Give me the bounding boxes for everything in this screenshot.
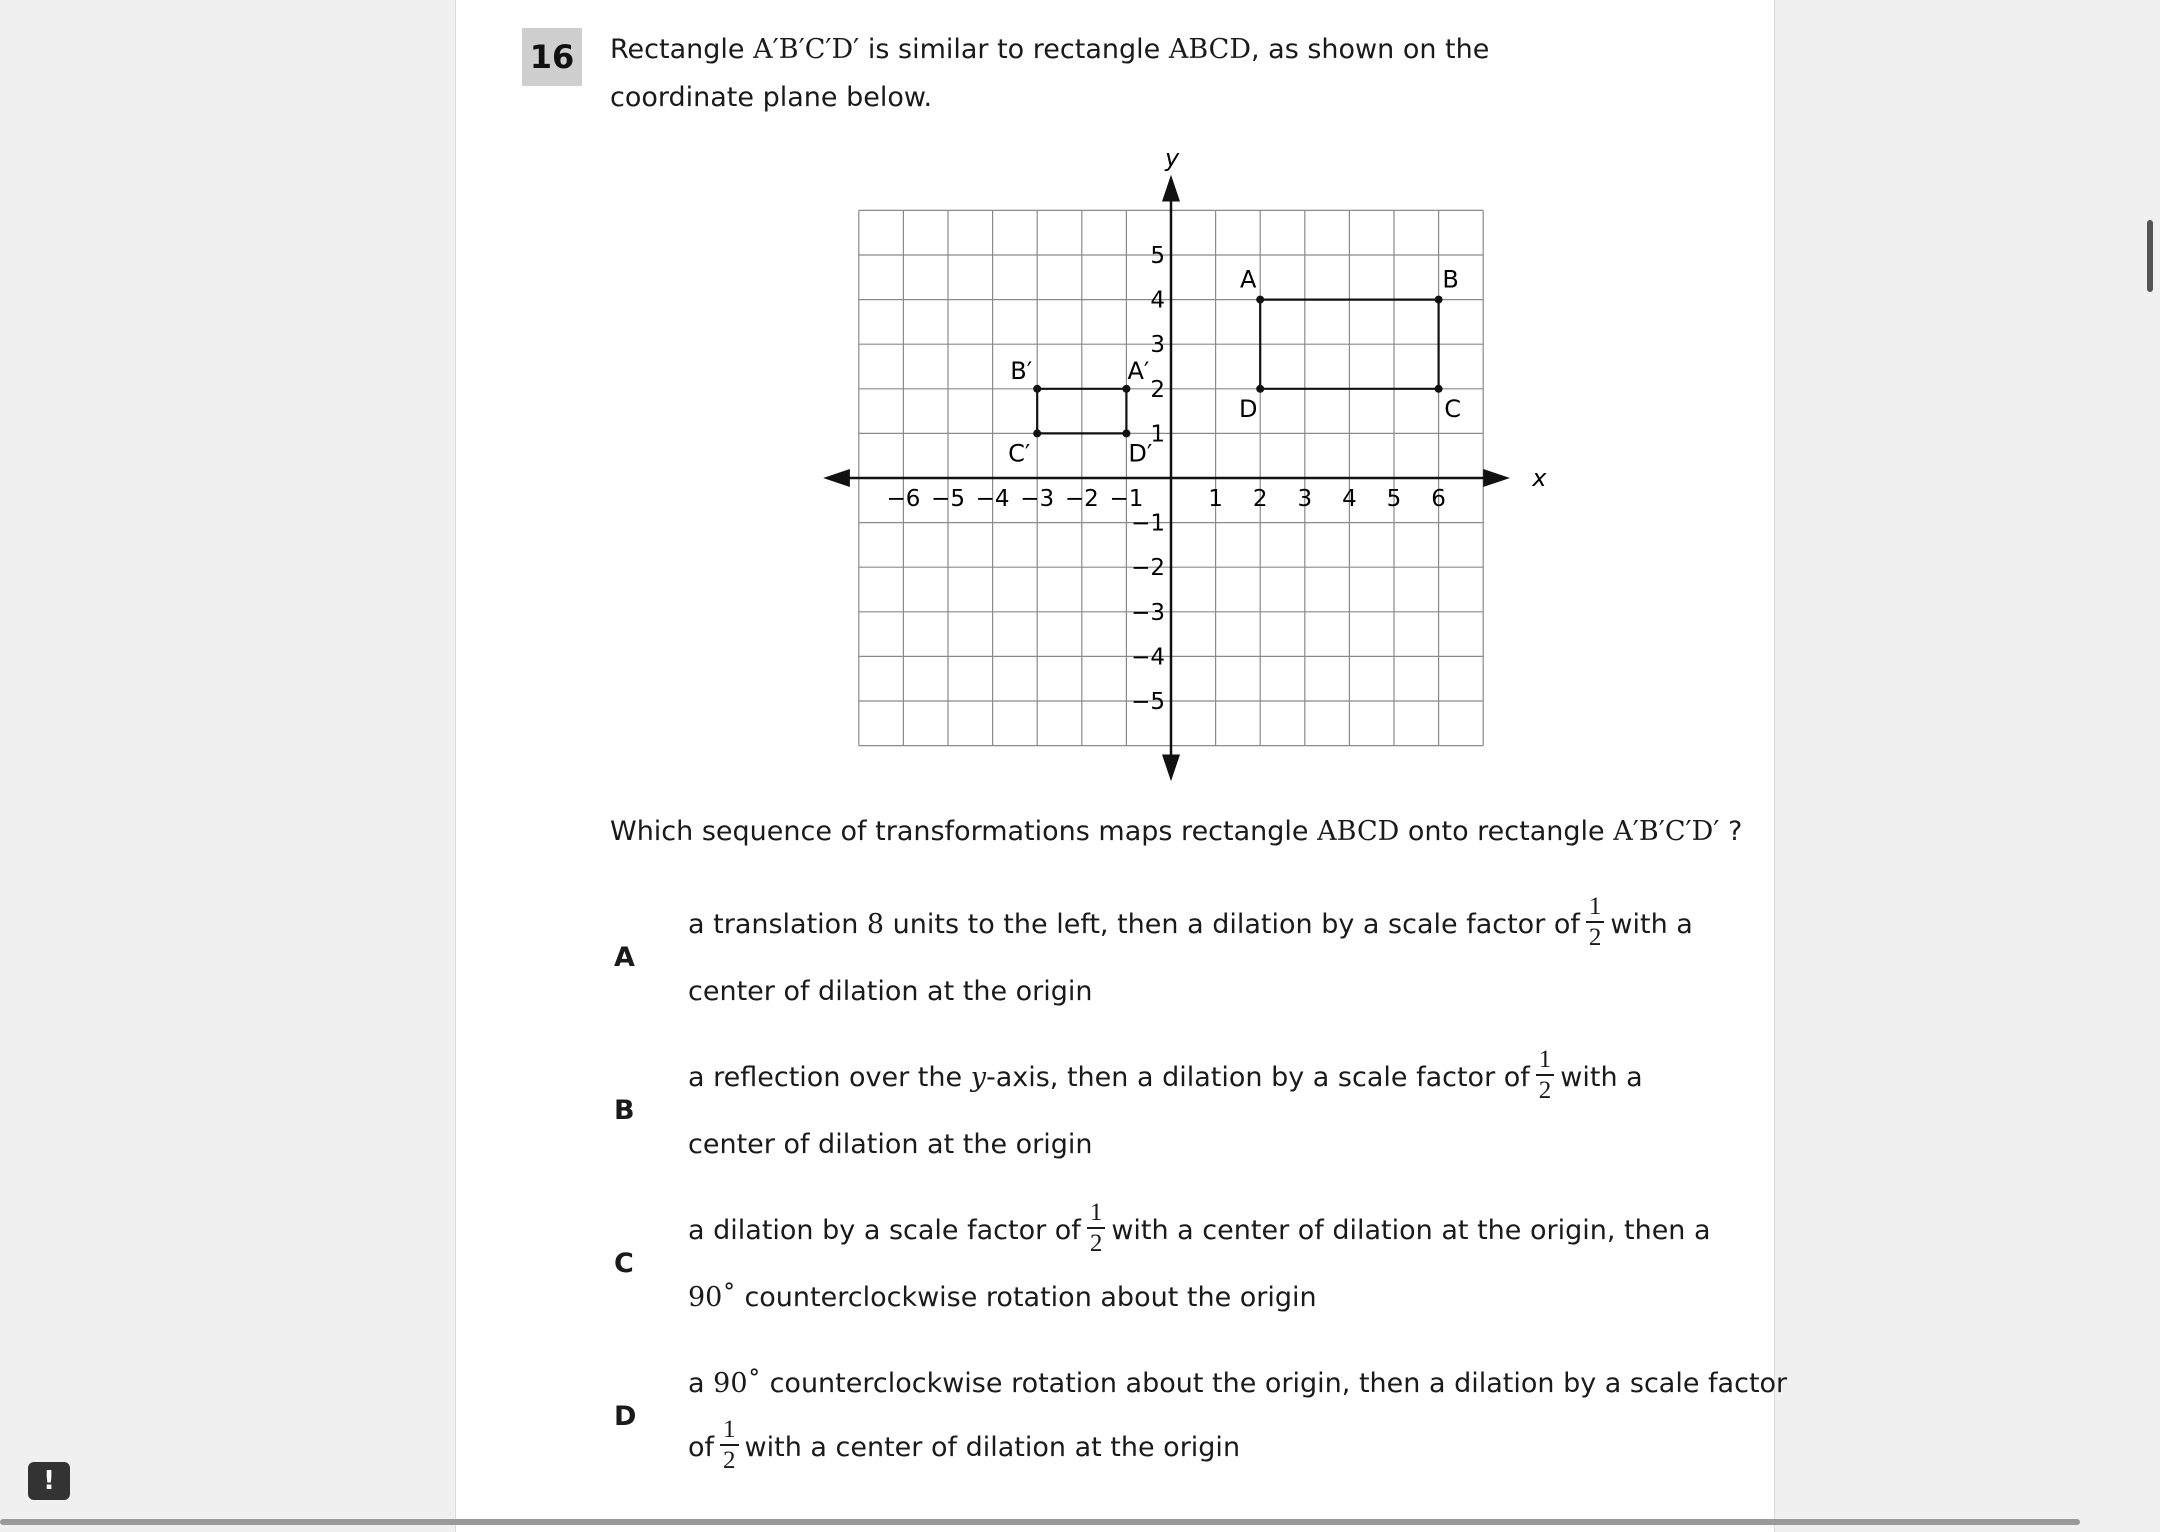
option-b-letter[interactable]: B bbox=[614, 1095, 635, 1126]
point-label: B bbox=[1442, 265, 1459, 294]
option-c-degrees: 90˚ bbox=[688, 1282, 736, 1313]
frac-den: 2 bbox=[723, 1446, 736, 1474]
option-d-line2[interactable] bbox=[688, 1415, 1241, 1478]
prompt-text-1: Which sequence of transformations maps rectangle bbox=[610, 816, 1318, 847]
frac-num: 1 bbox=[1087, 1200, 1106, 1229]
prompt-text-2: onto rectangle bbox=[1399, 816, 1614, 847]
option-b-text: a reflection over the bbox=[688, 1062, 971, 1093]
x-axis-arrow-right bbox=[1483, 469, 1510, 487]
point-c-prime bbox=[1033, 429, 1041, 437]
option-a-fraction bbox=[1586, 894, 1605, 950]
frac-num: 1 bbox=[1536, 1047, 1555, 1076]
point-d-prime bbox=[1122, 429, 1130, 437]
option-a-number: 8 bbox=[866, 909, 885, 940]
frac-num: 1 bbox=[1586, 894, 1605, 923]
frac-den: 2 bbox=[1588, 923, 1602, 951]
y-tick-label: 4 bbox=[1150, 287, 1165, 314]
option-d-text-post: counterclockwise rotation about the origin, then a dilation by a scale factor bbox=[761, 1368, 1788, 1399]
option-a-text-post: with a bbox=[1610, 909, 1693, 940]
question-stem-line2: coordinate plane below. bbox=[610, 82, 933, 113]
point-label: C bbox=[1444, 394, 1461, 423]
point-d bbox=[1256, 385, 1264, 393]
y-tick-label: −5 bbox=[1131, 689, 1165, 715]
test-page bbox=[455, 0, 1788, 1532]
y-tick-label: −1 bbox=[1131, 510, 1165, 537]
option-d-fraction bbox=[720, 1417, 739, 1473]
option-c-line2[interactable] bbox=[688, 1284, 1317, 1311]
y-tick-label: −2 bbox=[1131, 555, 1165, 582]
x-tick-label: 4 bbox=[1342, 486, 1357, 512]
option-c-text-post: with a center of dilation at the origin, then a bbox=[1111, 1215, 1711, 1246]
point-label: A′ bbox=[1127, 356, 1150, 385]
option-a-line1[interactable] bbox=[688, 892, 1693, 955]
x-tick-label: 5 bbox=[1386, 486, 1402, 512]
option-b-variable: y bbox=[970, 1062, 986, 1093]
option-d-line1[interactable] bbox=[688, 1370, 1787, 1397]
x-tick-label: 6 bbox=[1431, 486, 1446, 512]
y-tick-label: 3 bbox=[1150, 332, 1165, 359]
frac-den: 2 bbox=[1538, 1076, 1552, 1104]
x-axis-arrow-left bbox=[823, 469, 850, 487]
option-b-fraction bbox=[1536, 1047, 1555, 1103]
y-tick-label: −4 bbox=[1131, 644, 1165, 671]
point-a-prime bbox=[1122, 385, 1130, 393]
stem-name: ABCD bbox=[1168, 34, 1251, 65]
rectangles bbox=[1037, 300, 1438, 434]
x-tick-label: −3 bbox=[1020, 486, 1055, 512]
x-tick-label: −6 bbox=[886, 486, 921, 512]
horizontal-scrollbar[interactable] bbox=[0, 1519, 2080, 1525]
option-c-letter[interactable]: C bbox=[614, 1248, 634, 1279]
question-number: 16 bbox=[522, 28, 582, 86]
x-tick-label: −4 bbox=[975, 486, 1010, 512]
question-prompt bbox=[610, 818, 1742, 845]
point-label: C′ bbox=[1008, 439, 1031, 468]
x-tick-label: 2 bbox=[1252, 486, 1268, 512]
option-c-fraction bbox=[1087, 1200, 1106, 1256]
y-axis-arrow-down bbox=[1162, 755, 1180, 782]
y-tick-label: 5 bbox=[1150, 243, 1165, 269]
point-label: D′ bbox=[1128, 439, 1153, 468]
x-axis-label: x bbox=[1532, 464, 1547, 492]
option-c-line1[interactable] bbox=[688, 1198, 1711, 1261]
option-a-text-mid: units to the left, then a dilation by a scale factor of bbox=[884, 909, 1580, 940]
x-tick-label: −5 bbox=[931, 486, 965, 512]
vertical-scrollbar-thumb[interactable] bbox=[2147, 220, 2153, 292]
option-b-line1[interactable] bbox=[688, 1045, 1643, 1108]
frac-num: 1 bbox=[720, 1417, 739, 1446]
option-a-text: a translation bbox=[688, 909, 867, 940]
option-d-text-line2: with a center of dilation at the origin bbox=[744, 1432, 1241, 1463]
y-axis-label: y bbox=[1165, 143, 1180, 172]
option-a-line2[interactable]: center of dilation at the origin bbox=[688, 976, 1093, 1007]
question-stem-line1 bbox=[610, 36, 1489, 63]
prompt-prime-name: A′B′C′D′ bbox=[1613, 816, 1720, 847]
prompt-text-3: ? bbox=[1719, 816, 1743, 847]
y-tick-label: 1 bbox=[1150, 421, 1165, 448]
point-b-prime bbox=[1033, 385, 1041, 393]
option-c-text: a dilation by a scale factor of bbox=[688, 1215, 1081, 1246]
option-b-line2[interactable]: center of dilation at the origin bbox=[688, 1129, 1093, 1160]
option-d-text-pre: of bbox=[688, 1432, 715, 1463]
x-tick-label: 1 bbox=[1208, 486, 1223, 512]
point-a bbox=[1256, 296, 1264, 304]
y-tick-label: −3 bbox=[1131, 599, 1165, 626]
point-label: B′ bbox=[1010, 356, 1033, 385]
point-c bbox=[1435, 385, 1443, 393]
option-d-degrees: 90˚ bbox=[713, 1368, 761, 1399]
point-label: D bbox=[1238, 394, 1258, 423]
exclamation-icon: ! bbox=[43, 1466, 55, 1496]
point-label: A bbox=[1239, 265, 1257, 294]
option-d-letter[interactable]: D bbox=[614, 1401, 637, 1432]
points bbox=[1008, 266, 1461, 468]
option-b-text-post: with a bbox=[1560, 1062, 1643, 1093]
stem-prime-name: A′B′C′D′ bbox=[753, 34, 860, 65]
x-tick-label: −2 bbox=[1064, 486, 1099, 512]
y-tick-label: 2 bbox=[1150, 376, 1165, 403]
option-a-letter[interactable]: A bbox=[614, 942, 635, 973]
coordinate-plane bbox=[806, 140, 1547, 780]
option-c-text-line2: counterclockwise rotation about the origin bbox=[735, 1282, 1317, 1313]
y-axis-arrow-up bbox=[1162, 175, 1180, 202]
report-problem-button[interactable] bbox=[28, 1462, 70, 1500]
x-tick-label: −1 bbox=[1109, 486, 1144, 512]
stem-text-3: , as shown on the bbox=[1251, 34, 1490, 65]
option-d-text: a bbox=[688, 1368, 714, 1399]
option-b-text-mid: -axis, then a dilation by a scale factor of bbox=[985, 1062, 1530, 1093]
stem-text-1: Rectangle bbox=[610, 34, 754, 65]
point-b bbox=[1435, 296, 1443, 304]
prompt-name: ABCD bbox=[1317, 816, 1400, 847]
stem-text-2: is similar to rectangle bbox=[859, 34, 1169, 65]
x-tick-label: 3 bbox=[1297, 486, 1313, 512]
frac-den: 2 bbox=[1089, 1229, 1103, 1257]
